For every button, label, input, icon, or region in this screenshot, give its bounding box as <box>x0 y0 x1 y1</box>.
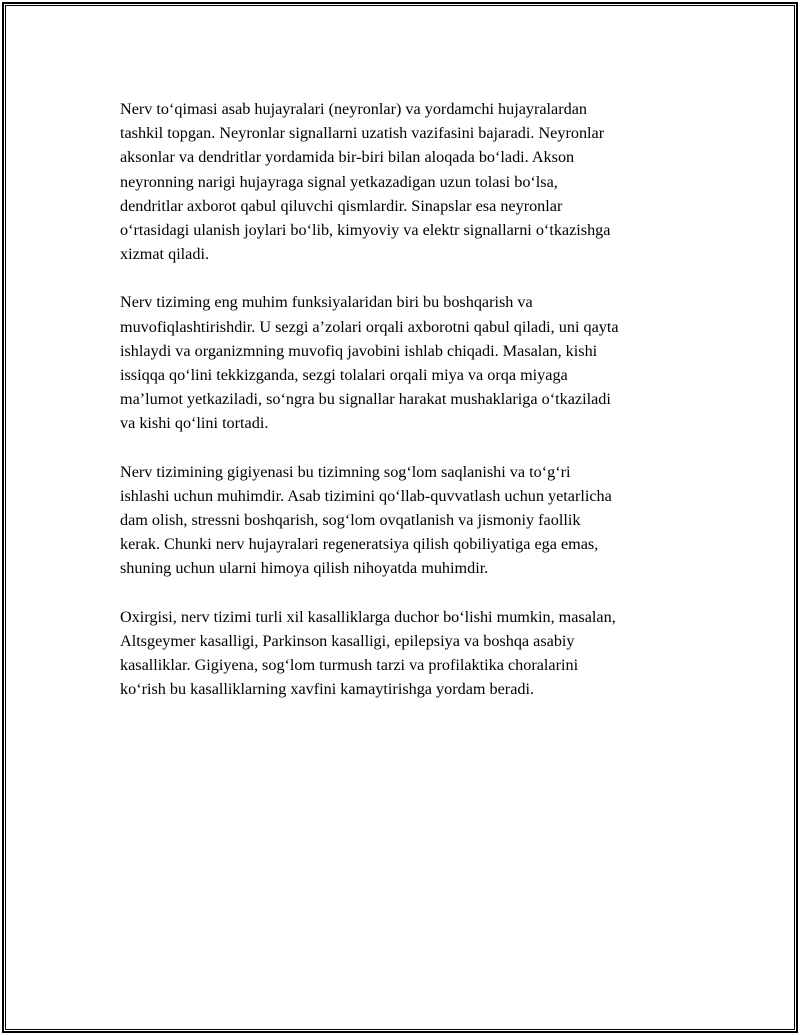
text-line: neyronning narigi hujayraga signal yetkazadigan uzun tolasi bo‘lsa, <box>120 172 558 191</box>
paragraph-1 <box>120 97 710 266</box>
text-line: va kishi qo‘lini tortadi. <box>120 414 269 433</box>
text-line: kerak. Chunki nerv hujayralari regeneratsiya qilish qobiliyatiga ega emas, <box>120 535 599 554</box>
text-line: Oxirgisi, nerv tizimi turli xil kasalliklarga duchor bo‘lishi mumkin, masalan, <box>120 607 616 626</box>
text-line: ma’lumot yetkaziladi, so‘ngra bu signallar harakat mushaklariga o‘tkaziladi <box>120 390 611 409</box>
text-line: dendritlar axborot qabul qiluvchi qismlardir. Sinapslar esa neyronlar <box>120 196 563 215</box>
text-line: Altsgeymer kasalligi, Parkinson kasalligi, epilepsiya va boshqa asabiy <box>120 631 575 650</box>
text-line: muvofiqlashtirishdir. U sezgi a’zolari orqali axborotni qabul qiladi, uni qayta <box>120 317 619 336</box>
text-line: shuning uchun ularni himoya qilish nihoyatda muhimdir. <box>120 559 489 578</box>
text-line: issiqqa qo‘lini tekkizganda, sezgi tolalari orqali miya va orqa miyaga <box>120 366 568 385</box>
text-line: kasalliklar. Gigiyena, sog‘lom turmush tarzi va profilaktika choralarini <box>120 656 579 675</box>
text-line: dam olish, stressni boshqarish, sog‘lom ovqatlanish va jismoniy faollik <box>120 511 581 530</box>
paragraph-3 <box>120 460 710 581</box>
text-line: xizmat qiladi. <box>120 245 210 264</box>
text-line: ishlashi uchun muhimdir. Asab tizimini qo‘llab-quvvatlash uchun yetarlicha <box>120 486 612 505</box>
text-line: Nerv tiziming eng muhim funksiyalaridan biri bu boshqarish va <box>120 293 533 312</box>
text-line: Nerv tizimining gigiyenasi bu tizimning sog‘lom saqlanishi va to‘g‘ri <box>120 462 571 481</box>
text-line: o‘rtasidagi ulanish joylari bo‘lib, kimyoviy va elektr signallarni o‘tkazishga <box>120 221 611 240</box>
text-line: aksonlar va dendritlar yordamida bir-biri bilan aloqada bo‘ladi. Akson <box>120 148 575 167</box>
paragraph-4 <box>120 605 710 702</box>
paragraph-2 <box>120 290 710 435</box>
document-body <box>120 97 710 725</box>
text-line: ko‘rish bu kasalliklarning xavfini kamaytirishga yordam beradi. <box>120 680 535 699</box>
text-line: tashkil topgan. Neyronlar signallarni uzatish vazifasini bajaradi. Neyronlar <box>120 124 605 143</box>
text-line: Nerv to‘qimasi asab hujayralari (neyronlar) va yordamchi hujayralardan <box>120 100 587 118</box>
text-line: ishlaydi va organizmning muvofiq javobini ishlab chiqadi. Masalan, kishi <box>120 341 598 360</box>
page-border <box>2 2 798 1033</box>
